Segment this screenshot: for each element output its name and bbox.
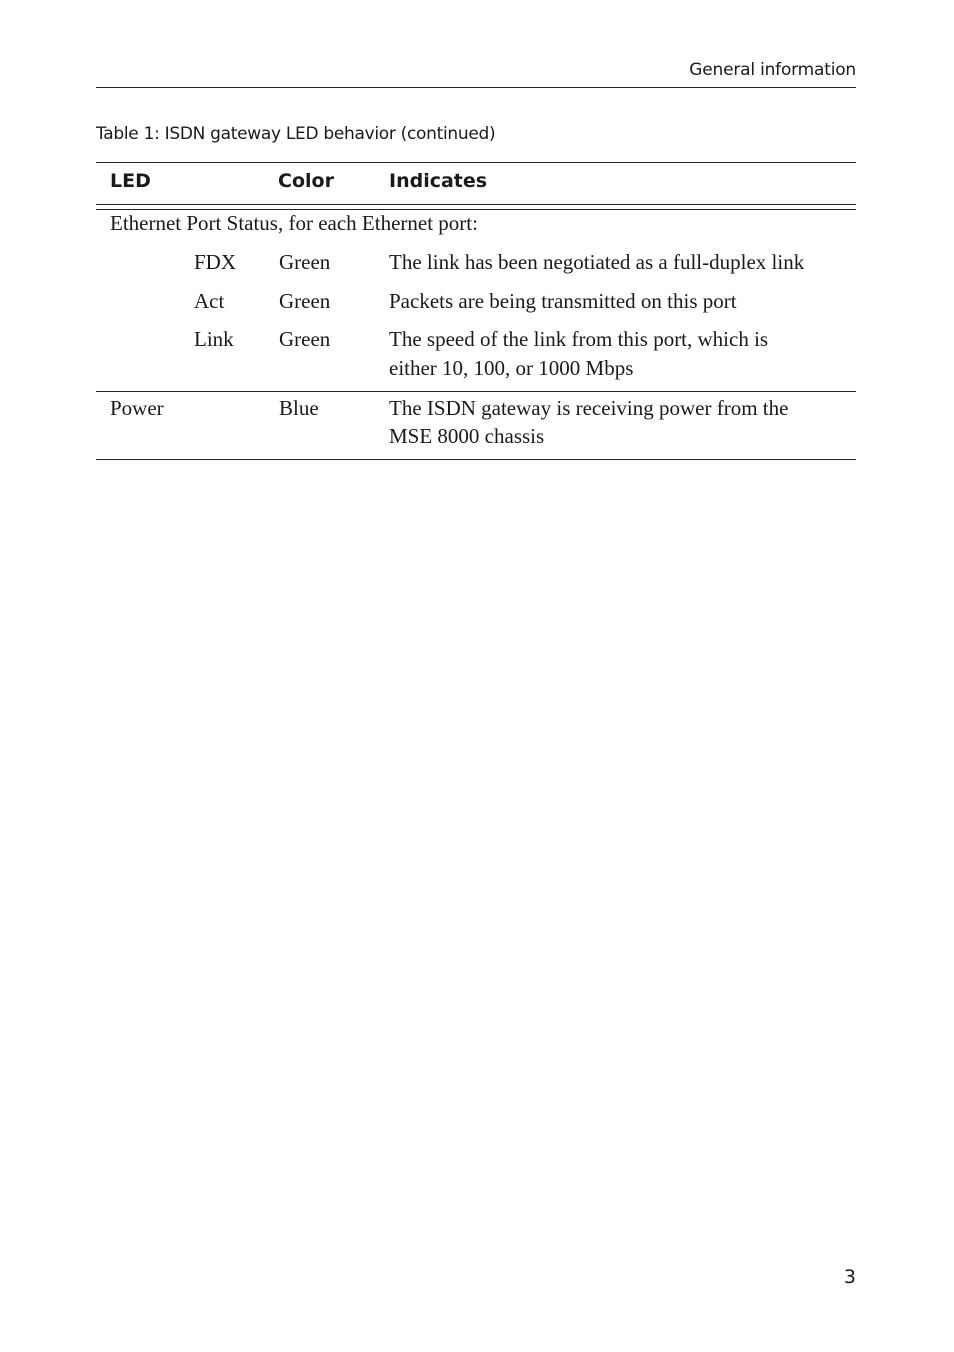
- header-rule-1: [96, 204, 856, 205]
- led-indicates-link-line-1: The speed of the link from this port, which is: [389, 327, 769, 351]
- led-name-power: Power: [110, 396, 164, 420]
- led-color-act: Green: [279, 289, 331, 313]
- led-indicates-act: Packets are being transmitted on this port: [389, 289, 737, 313]
- table-caption: Table 1: ISDN gateway LED behavior (continued): [96, 124, 496, 144]
- group-label-ethernet-port-status: Ethernet Port Status, for each Ethernet port:: [110, 211, 478, 235]
- page-number: 3: [843, 1266, 856, 1288]
- led-behavior-table: [96, 162, 856, 460]
- led-indicates-power-line-1: The ISDN gateway is receiving power from the: [389, 396, 789, 420]
- table-bottom-rule: [96, 459, 856, 460]
- running-header: [96, 58, 856, 88]
- column-header-indicates: Indicates: [389, 170, 488, 192]
- led-indicates-power-line-2: MSE 8000 chassis: [389, 424, 545, 448]
- led-color-link: Green: [279, 327, 331, 351]
- led-name-act: Act: [194, 289, 225, 313]
- led-indicates-link-line-2: either 10, 100, or 1000 Mbps: [389, 356, 634, 380]
- led-indicates-fdx: The link has been negotiated as a full-duplex link: [389, 250, 805, 274]
- led-name-fdx: FDX: [194, 250, 237, 274]
- column-header-color: Color: [278, 170, 334, 192]
- table-top-rule: [96, 162, 856, 163]
- column-header-led: LED: [110, 170, 151, 192]
- led-color-power: Blue: [279, 396, 319, 420]
- running-header-title: General information: [689, 60, 856, 80]
- led-color-fdx: Green: [279, 250, 331, 274]
- led-name-link: Link: [194, 327, 234, 351]
- group-separator-rule: [96, 391, 856, 392]
